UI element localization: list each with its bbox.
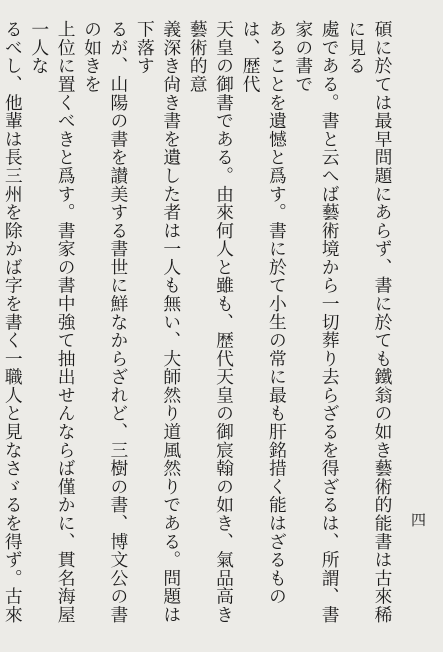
text-column: 上位に置くべきと爲す。書家の書中強て抽出せんならば僅かに、貫名海屋一人な: [28, 20, 77, 624]
page-number: 四: [409, 512, 427, 527]
text-column: あることを遺憾と爲す。書に於て小生の常に最も肝銘措く能はざるものは、歴代: [239, 20, 288, 606]
text-column: 天皇の御書である。由來何人と雖も、歴代天皇の御宸翰の如き、氣品高き藝術的意: [187, 20, 235, 624]
body-text: [2, 20, 395, 634]
text-column: 義深き尙き書を遺した者は一人も無い、大師然り道風然りである。問題は下落す: [134, 20, 182, 624]
text-column: るが、山陽の書を讃美する書世に鮮なからざれど、三樹の書、博文公の書の如きを: [81, 20, 129, 624]
text-column: るべし、他輩は長三州を除かば字を書く一職人と見なさゞるを得ず。古來: [2, 20, 24, 624]
text-column: 碩に於ては最早問題にあらず、書に於ても鐵翁の如き藝術的能書は古來稀に見る: [345, 20, 393, 624]
text-column: 處である。書と云へば藝術境から一切葬り去らざるを得ざるは、所謂、書家の書で: [292, 20, 341, 624]
